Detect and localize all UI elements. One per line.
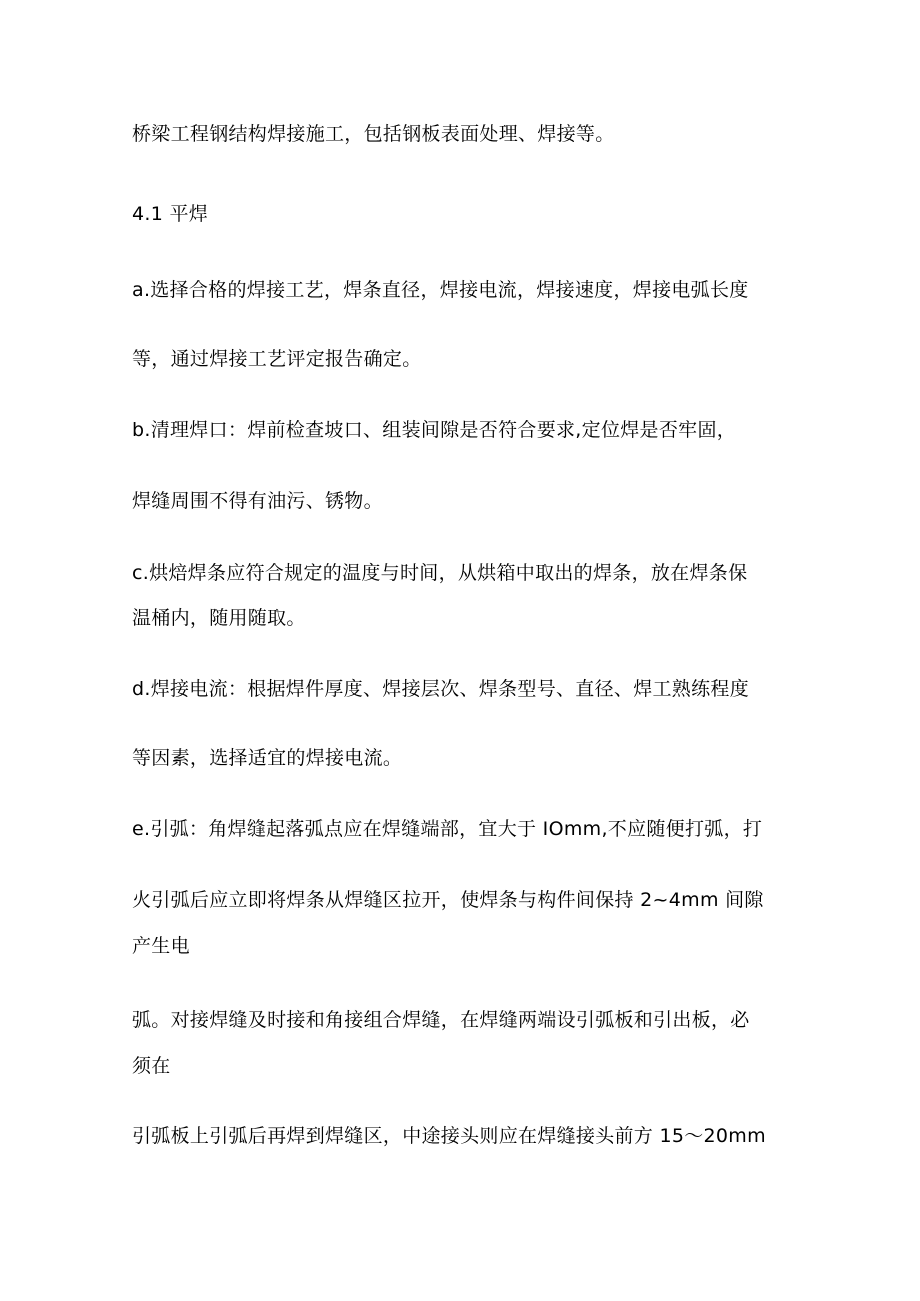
text-line-c-1: c.烘焙焊条应符合规定的温度与时间，从烘箱中取出的焊条，放在焊条保: [132, 562, 748, 584]
text-line-e-4: 弧。对接焊缝及时接和角接组合焊缝，在焊缝两端设引弧板和引出板，必: [132, 1009, 750, 1031]
text-line-d-1: d.焊接电流：根据焊件厚度、焊接层次、焊条型号、直径、焊工熟练程度: [132, 678, 750, 700]
text-line-b-1: b.清理焊口：焊前检查坡口、组装间隙是否符合要求,定位焊是否牢固，: [132, 419, 737, 441]
text-line-a-1: a.选择合格的焊接工艺，焊条直径，焊接电流，焊接速度，焊接电弧长度: [132, 279, 749, 301]
text-line-e-2: 火引弧后应立即将焊条从焊缝区拉开，使焊条与构件间保持 2~4mm 间隙: [132, 889, 764, 911]
text-line-c-2: 温桶内，随用随取。: [132, 607, 306, 629]
text-line-d-2: 等因素，选择适宜的焊接电流。: [132, 747, 403, 769]
text-line-a-2: 等，通过焊接工艺评定报告确定。: [132, 348, 422, 370]
text-line-intro: 桥梁工程钢结构焊接施工，包括钢板表面处理、焊接等。: [132, 123, 615, 145]
text-line-e-3: 产生电: [132, 935, 190, 957]
text-line-e-5: 须在: [132, 1055, 171, 1077]
text-line-b-2: 焊缝周围不得有油污、锈物。: [132, 490, 383, 512]
section-heading-4-1: 4.1 平焊: [132, 203, 209, 225]
text-line-e-6: 引弧板上引弧后再焊到焊缝区，中途接头则应在焊缝接头前方 15～20mm: [132, 1125, 766, 1147]
text-line-e-1: e.引弧：角焊缝起落弧点应在焊缝端部，宜大于 IOmm,不应随便打弧，打: [132, 818, 763, 840]
